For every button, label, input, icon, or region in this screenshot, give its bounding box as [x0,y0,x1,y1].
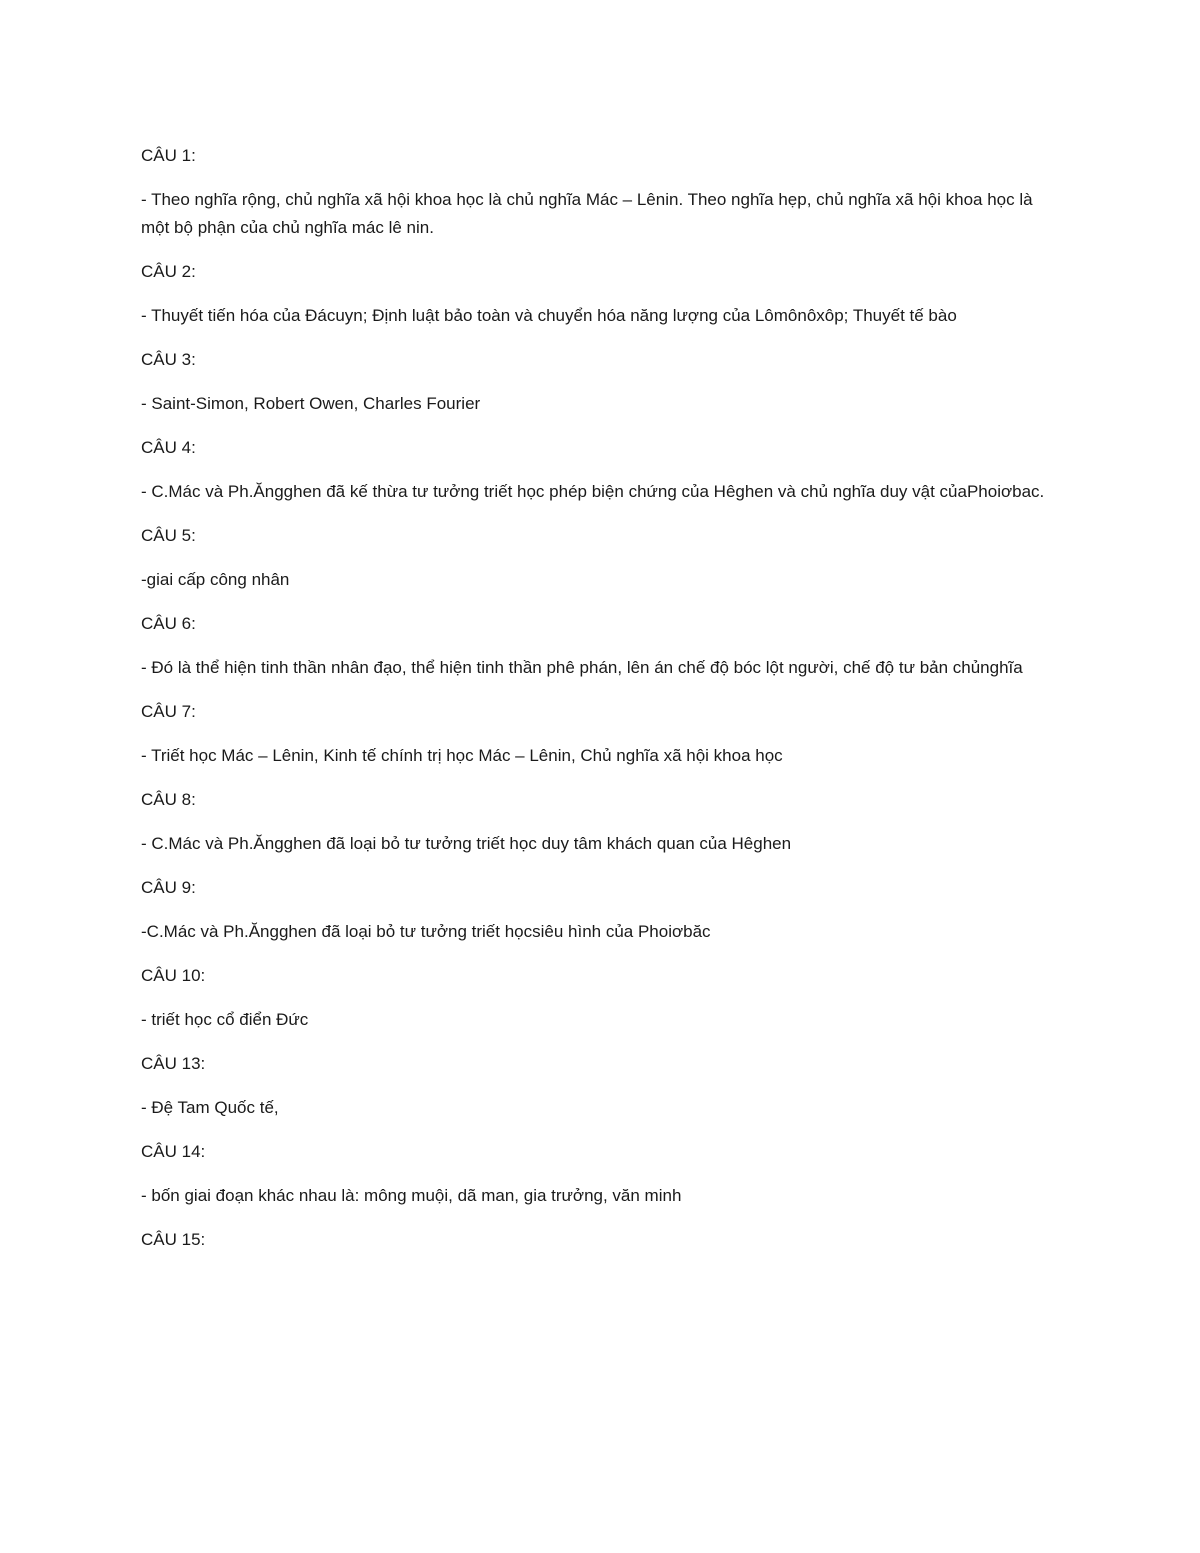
question-answer: - Triết học Mác – Lênin, Kinh tế chính trị học Mác – Lênin, Chủ nghĩa xã hội khoa học [141,746,783,765]
question-title: CÂU 8: [141,790,196,809]
question-8 [141,786,1053,858]
question-answer: -giai cấp công nhân [141,570,290,589]
question-title: CÂU 13: [141,1054,206,1073]
question-2 [141,258,1053,330]
question-15 [141,1226,1053,1254]
question-title: CÂU 9: [141,878,196,897]
question-title: CÂU 2: [141,262,196,281]
question-3 [141,346,1053,418]
question-answer: - C.Mác và Ph.Ăngghen đã loại bỏ tư tưởng triết học duy tâm khách quan của Hêghen [141,834,792,853]
question-title: CÂU 5: [141,526,196,545]
question-answer: -C.Mác và Ph.Ăngghen đã loại bỏ tư tưởng triết họcsiêu hình của Phoiơbăc [141,922,711,941]
question-title: CÂU 7: [141,702,196,721]
question-1 [141,142,1053,242]
question-answer: - triết học cổ điển Đức [141,1010,309,1029]
question-answer: - Saint-Simon, Robert Owen, Charles Fourier [141,394,481,413]
question-answer: - bốn giai đoạn khác nhau là: mông muội, dã man, gia trưởng, văn minh [141,1186,682,1205]
question-title: CÂU 15: [141,1230,206,1249]
question-title: CÂU 6: [141,614,196,633]
question-4 [141,434,1053,506]
document-body [141,142,1053,1270]
question-7 [141,698,1053,770]
question-title: CÂU 3: [141,350,196,369]
question-10 [141,962,1053,1034]
question-5 [141,522,1053,594]
question-6 [141,610,1053,682]
question-answer: - Đó là thể hiện tinh thần nhân đạo, thể hiện tinh thần phê phán, lên án chế độ bóc lột người, chế độ tư bản chủnghĩa [141,658,1023,677]
question-9 [141,874,1053,946]
question-answer: - C.Mác và Ph.Ăngghen đã kế thừa tư tưởng triết học phép biện chứng của Hêghen và chủ nghĩa duy vật củaPhoiơbac. [141,482,1045,501]
question-title: CÂU 1: [141,146,196,165]
question-title: CÂU 4: [141,438,196,457]
question-14 [141,1138,1053,1210]
question-answer: - Đệ Tam Quốc tế, [141,1098,279,1117]
question-13 [141,1050,1053,1122]
question-answer: - Theo nghĩa rộng, chủ nghĩa xã hội khoa học là chủ nghĩa Mác – Lênin. Theo nghĩa hẹp, chủ nghĩa xã hội khoa học là một bộ phận của chủ nghĩa mác lê nin. [141,190,1033,237]
question-title: CÂU 10: [141,966,206,985]
question-answer: - Thuyết tiến hóa của Đácuyn; Định luật bảo toàn và chuyển hóa năng lượng của Lômônôxôp; Thuyết tế bào [141,306,957,325]
question-title: CÂU 14: [141,1142,206,1161]
